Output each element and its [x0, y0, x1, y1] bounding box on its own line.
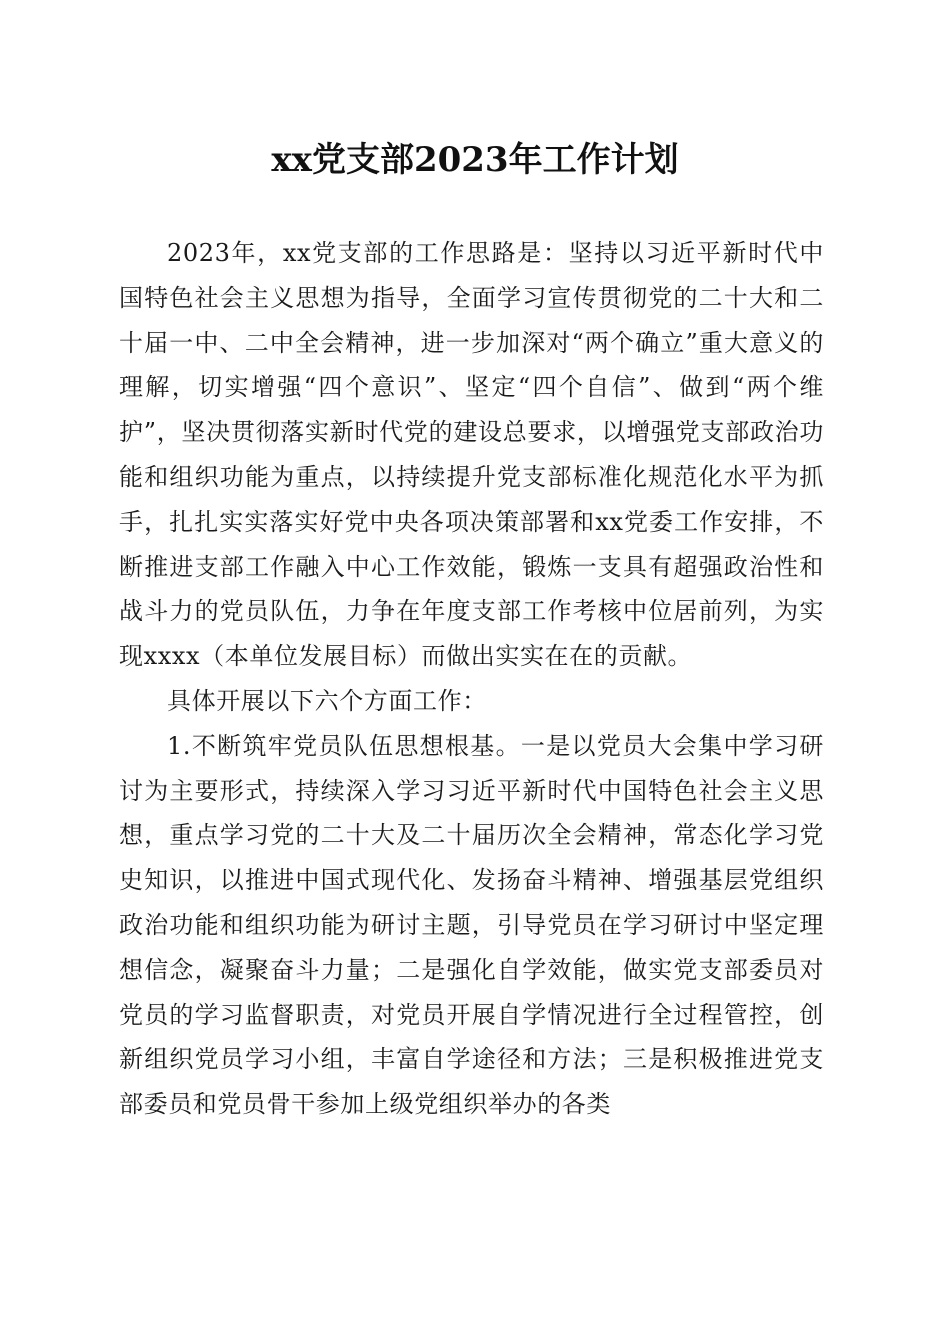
paragraph-six-aspects-intro: 具体开展以下六个方面工作：	[167, 686, 487, 715]
paragraph-item-1: 1.不断筑牢党员队伍思想根基。一是以党员大会集中学习研讨为主要形式，持续深入学习习近平新时代中国特色社会主义思想，重点学习党的二十大及二十届历次全会精神，常态化学习党史知识，以推进中国式现代化、发扬奋斗精神、增强基层党组织政治功能和组织功能为研讨主题，引导党员在学习研讨中坚定理想信念，凝聚奋斗力量；二是强化自学效能，做实党支部委员对党员的学习监督职责，对党员开展自学情况进行全过程管控，创新组织党员学习小组，丰富自学途径和方法；三是积极推进党支部委员和党员骨干参加上级党组织举办的各类	[119, 731, 824, 1119]
document-body	[119, 231, 824, 1127]
paragraph-work-approach: 2023年，xx党支部的工作思路是：坚持以习近平新时代中国特色社会主义思想为指导，全面学习宣传贯彻党的二十大和二十届一中、二中全会精神，进一步加深对“两个确立”重大意义的理解，切实增强“四个意识”、坚定“四个自信”、做到“两个维护”，坚决贯彻落实新时代党的建设总要求，以增强党支部政治功能和组织功能为重点，以持续提升党支部标准化规范化水平为抓手，扎扎实实落实好党中央各项决策部署和xx党委工作安排，不断推进支部工作融入中心工作效能，锻炼一支具有超强政治性和战斗力的党员队伍，力争在年度支部工作考核中位居前列，为实现xxxx（本单位发展目标）而做出实实在在的贡献。	[119, 239, 824, 671]
document-title: xx党支部2023年工作计划	[271, 140, 679, 180]
